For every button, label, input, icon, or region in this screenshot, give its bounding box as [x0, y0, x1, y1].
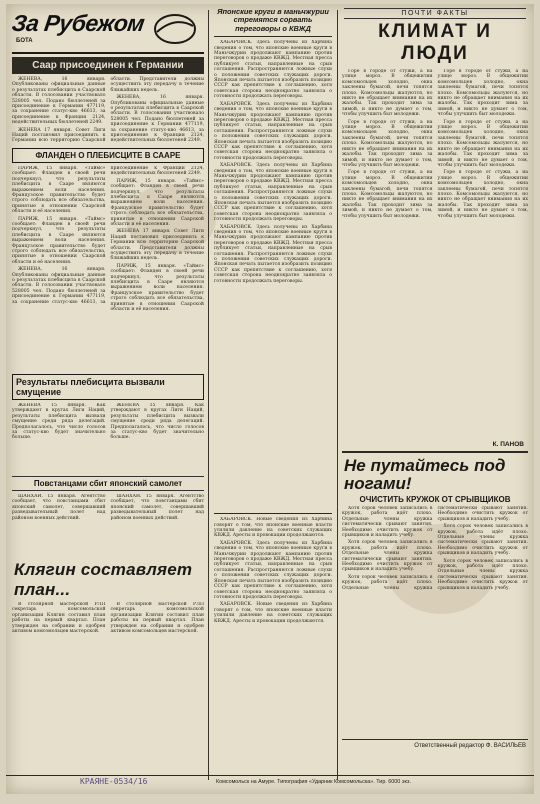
article-text: ЖЕНЕВА 15 января. Как утверждают в кругах Лиги Наций, результаты плебисцита вызвали смущение среди ряда делегаций. Предполагалось, что число голосов за статус-кво будет значительно больше. [12, 402, 106, 441]
article-text: ПАРИЖ, 15 января. «Таймс» сообщает: Фланден в своей речи подчеркнул, что результаты плебисцита в Сааре являются выражением воли населения. Французское правительство будет строго соблюдать все обязательства, принятые в отношении Саарской области и её населения. [12, 216, 106, 265]
headline-flanden: ФЛАНДЕН О ПЛЕБИСЦИТЕ В СААРЕ [12, 148, 204, 163]
article-text: ХАБАРОВСК. Здесь получены из Харбина сведения о том, что японские военные круги в Маньчжурии продолжают кампанию против переговоров о продаже КВЖД. Местная пресса публикует статьи, направленные на срыв соглашения. Распространяются ложные слухи о положении советских служащих дороги. Японская печать пытается изобразить позицию СССР как препятствие к соглашению, хотя советская сторона неоднократно заявляла о готовности продолжать переговоры. [214, 540, 332, 600]
article-text: ЖЕНЕВА, 16 января. Опубликованы официальные данные о результатах плебисцита в Саарской области. В голосовании участвовало 528005 чел. Подано бюллетеней за присоединение к Германии 477119, за сохранение статус-кво 46613, за присоединение к Франции 2124, недействительных бюллетеней 2249. [110, 95, 204, 144]
article-text: ХАБАРОВСК. Здесь получены из Харбина сведения о том, что японские военные круги в Маньчжурии продолжают кампанию против переговоров о продаже КВЖД. Местная пресса публикует статьи, направленные на срыв соглашения. Распространяются ложные слухи о положении советских служащих дороги. Японская печать пытается изобразить позицию СССР как препятствие к соглашению, хотя советская сторона неоднократно заявляла о готовности продолжать переговоры. [214, 101, 332, 161]
article-text: Горе в городе от стужи, а на улице мороз. В общежитии комсомольцев холодно, окна заклеены бумагой, печи топятся плохо. Комсомольцы жалуются, но никто не обращает внимания на их жалобы. Так проходит зима за зимой, и никто не думает о том, чтобы улучшить быт молодежи. [342, 119, 433, 168]
article-text: Хотя сорок человек записались в кружок, работа идёт плохо. Отдельные члены кружка систематически срывают занятия. Необходимо очистить кружок от срывщиков и наладить учебу. [342, 506, 433, 539]
article-text: Хотя сорок человек записались в кружок, работа идёт плохо. Отдельные члены кружка систематически срывают занятия. Необходимо очистить кружок от срывщиков и наладить учебу. [437, 524, 528, 557]
middle-column [212, 4, 334, 779]
headline-klyagin: Клягин составляет план... [14, 559, 193, 599]
column-rule [208, 10, 209, 780]
divider [214, 513, 332, 514]
article-text: Хотя сорок человек записались в кружок, работа идёт плохо. Отдельные члены кружка систематически срывают занятия. Необходимо очистить кружок от срывщиков и наладить учебу. [437, 558, 528, 591]
article-text: В столярной мастерской РЛП секретарь комсомольской организации Клягин составил план работы на первый квартал. План утвержден на собрании и одобрен активом комсомольцев мастерской. [12, 601, 106, 634]
article-text: ПАРИЖ, 15 января. «Таймс» сообщает: Фланден в своей речи подчеркнул, что результаты плебисцита в Сааре являются выражением воли населения. Французское правительство будет строго соблюдать все обязательства, принятые в отношении Саарской области и её населения. [12, 165, 106, 215]
divider [342, 451, 528, 453]
newspaper-page [6, 4, 534, 794]
article-khabarovsk [214, 517, 332, 767]
article-text: Горе в городе от стужи, а на улице мороз. В общежитии комсомольцев холодно, окна заклеены бумагой, печи топятся плохо. Комсомольцы жалуются, но никто не обращает внимания на их жалобы. Так проходит зима за зимой, и никто не думает о том, чтобы улучшить быт молодежи. [437, 119, 528, 168]
article-text: ЖЕНЕВА, 16 января. Опубликованы официальные данные о результатах плебисцита в Саарской области. В голосовании участвовало 528005 чел. Подано бюллетеней за присоединение к Германии 477119, за сохранение статус-кво 46613, за присоединение к Франции 2124, недействительных бюллетеней 2249. [12, 77, 106, 126]
article-text: ПАРИЖ, 15 января. «Таймс» сообщает: Фланден в своей речи подчеркнул, что результаты плебисцита в Сааре являются выражением воли населения. Французское правительство будет строго соблюдать все обязательства, принятые в отношении Саарской области и её населения. [110, 263, 204, 313]
article-saar [12, 77, 204, 145]
article-text: ШАНХАЙ. 15 января. Агентство сообщает, что повстанцами сбит японский самолет, совершавший разведывательный полет над районом военных действий. [110, 493, 204, 521]
globe-icon [152, 12, 198, 46]
divider [342, 739, 528, 740]
article-text: ХАБАРОВСК. Новые сведения из Харбина говорят о том, что японские военные власти усилили давление на советских служащих КВЖД. Аресты и провокации продолжаются. [214, 602, 332, 624]
article-text: Хотя сорок человек записались в кружок, работа идёт плохо. Отдельные члены кружка систематически срывают занятия. Необходимо очистить кружок от срывщиков и наладить учебу. [342, 506, 528, 591]
article-text: ЖЕНЕВА 17 января. Совет Лиги Наций постановил присоединить к Германии всю территорию Саарской области. Представители должны осуществить эту передачу в течение ближайших недель. [110, 229, 204, 262]
article-circle [342, 506, 528, 736]
article-text: Горе в городе от стужи, а на улице мороз. В общежитии комсомольцев холодно, окна заклеены бумагой, печи топятся плохо. Комсомольцы жалуются, но никто не обращает внимания на их жалобы. Так проходит зима за зимой, и никто не думает о том, чтобы улучшить быт молодежи. [342, 69, 433, 118]
article-text: Горе в городе от стужи, а на улице мороз. В общежитии комсомольцев холодно, окна заклеены бумагой, печи топятся плохо. Комсомольцы жалуются, но никто не обращает внимания на их жалобы. Так проходит зима за зимой, и никто не думает о том, чтобы улучшить быт молодежи. [342, 170, 433, 219]
headline-plane: Повстанцами сбит японский самолет [12, 476, 204, 491]
article-kvzhd [214, 40, 332, 510]
article-text: Горе в городе от стужи, а на улице мороз. В общежитии комсомольцев холодно, окна заклеены бумагой, печи топятся плохо. Комсомольцы жалуются, но никто не обращает внимания на их жалобы. Так проходит зима за зимой, и никто не думает о том, чтобы улучшить быт молодежи. [437, 69, 528, 118]
editor-line: Ответственный редактор Ф. ВАСИЛЬЕВ [414, 743, 526, 749]
article-plane [12, 494, 204, 556]
article-text: ХАБАРОВСК. Здесь получены из Харбина сведения о том, что японские военные круги в Маньчжурии продолжают кампанию против переговоров о продаже КВЖД. Местная пресса публикует статьи, направленные на срыв соглашения. Распространяются ложные слухи о положении советских служащих дороги. Японская печать пытается изобразить позицию СССР как препятствие к соглашению, хотя советская сторона неоднократно заявляла о готовности продолжать переговоры. [214, 40, 332, 100]
article-text: Хотя сорок человек записались в кружок, работа идёт плохо. Отдельные члены кружка систематически срывают занятия. Необходимо очистить кружок от срывщиков и наладить учебу. [342, 540, 433, 573]
article-climate [342, 69, 528, 439]
column-rule [337, 10, 338, 780]
masthead [12, 8, 204, 54]
article-text: ЖЕНЕВА 15 января. Как утверждают в кругах Лиги Наций, результаты плебисцита вызвали смущение среди ряда делегаций. Предполагалось, что число голосов за статус-кво будет значительно больше. [110, 402, 204, 441]
article-text: ХАБАРОВСК. Новые сведения из Харбина говорят о том, что японские военные власти усилили давление на советских служащих КВЖД. Аресты и провокации продолжаются. [214, 517, 332, 539]
article-text: Горе в городе от стужи, а на улице мороз. В общежитии комсомольцев холодно, окна заклеены бумагой, печи топятся плохо. Комсомольцы жалуются, но никто не обращает внимания на их жалобы. Так проходит зима за зимой, и никто не думает о том, чтобы улучшить быт молодежи. [437, 170, 528, 219]
imprint: Комсомольск на Амуре. Типография «Ударник Комсомольска». Тир. 6000 экз. [216, 779, 411, 785]
author-signature: К. ПАНОВ [492, 441, 524, 448]
masthead-sub: БОТА [16, 38, 33, 44]
footer [6, 775, 534, 788]
headline-kvzhd: Японские круги в маньчжурии стремятся сорвать переговоры о КВЖД [217, 7, 329, 33]
right-column [340, 4, 530, 779]
article-flanden [12, 166, 204, 371]
headline-saar: Саар присоединен к Германии [12, 57, 204, 74]
left-column [10, 4, 206, 779]
headline-dont-get-in-way: Не путайтесь под ногами! [344, 456, 506, 493]
masthead-brand: За Рубежом [10, 10, 147, 36]
article-text: ЖЕНЕВА 17 января. Совет Лиги Наций постановил присоединить к Германии всю территорию Саарской области. Представители должны осуществить эту передачу в течение ближайших недель. [12, 77, 204, 144]
subheadline-circle: ОЧИСТИТЬ КРУЖОК ОТ СРЫВЩИКОВ [359, 495, 511, 504]
section-label: ПОЧТИ ФАКТЫ [344, 8, 526, 19]
headline-plebiscite: Результаты плебисцита вызвали смущение [12, 374, 204, 400]
article-text: ЖЕНЕВА, 16 января. Опубликованы официальные данные о результатах плебисцита в Саарской области. В голосовании участвовало 528005 чел. Подано бюллетеней за присоединение к Германии 477119, за сохранение статус-кво 46613, за присоединение к Франции 2124, недействительных бюллетеней 2249. [12, 165, 204, 305]
headline-climate: КЛИМАТ И ЛЮДИ [378, 21, 492, 64]
article-text: ХАБАРОВСК. Здесь получены из Харбина сведения о том, что японские военные круги в Маньчжурии продолжают кампанию против переговоров о продаже КВЖД. Местная пресса публикует статьи, направленные на срыв соглашения. Распространяются ложные слухи о положении советских служащих дороги. Японская печать пытается изобразить позицию СССР как препятствие к соглашению, хотя советская сторона неоднократно заявляла о готовности продолжать переговоры. [214, 224, 332, 284]
article-plebiscite [12, 403, 204, 473]
article-text: ХАБАРОВСК. Здесь получены из Харбина сведения о том, что японские военные круги в Маньчжурии продолжают кампанию против переговоров о продаже КВЖД. Местная пресса публикует статьи, направленные на срыв соглашения. Распространяются ложные слухи о положении советских служащих дороги. Японская печать пытается изобразить позицию СССР как препятствие к соглашению, хотя советская сторона неоднократно заявляла о готовности продолжать переговоры. [214, 163, 332, 223]
divider [214, 36, 332, 37]
article-klyagin [12, 602, 204, 672]
archive-stamp: КРАЯНЕ-0534/16 [80, 777, 148, 786]
article-text: ПАРИЖ, 15 января. «Таймс» сообщает: Фланден в своей речи подчеркнул, что результаты плебисцита в Сааре являются выражением воли населения. Французское правительство будет строго соблюдать все обязательства, принятые в отношении Саарской области и её населения. [110, 178, 204, 227]
article-text: ШАНХАЙ. 15 января. Агентство сообщает, что повстанцами сбит японский самолет, совершавший разведывательный полет над районом военных действий. [12, 493, 106, 521]
article-text: В столярной мастерской РЛП секретарь комсомольской организации Клягин составил план работы на первый квартал. План утвержден на собрании и одобрен активом комсомольцев мастерской. [110, 601, 204, 634]
